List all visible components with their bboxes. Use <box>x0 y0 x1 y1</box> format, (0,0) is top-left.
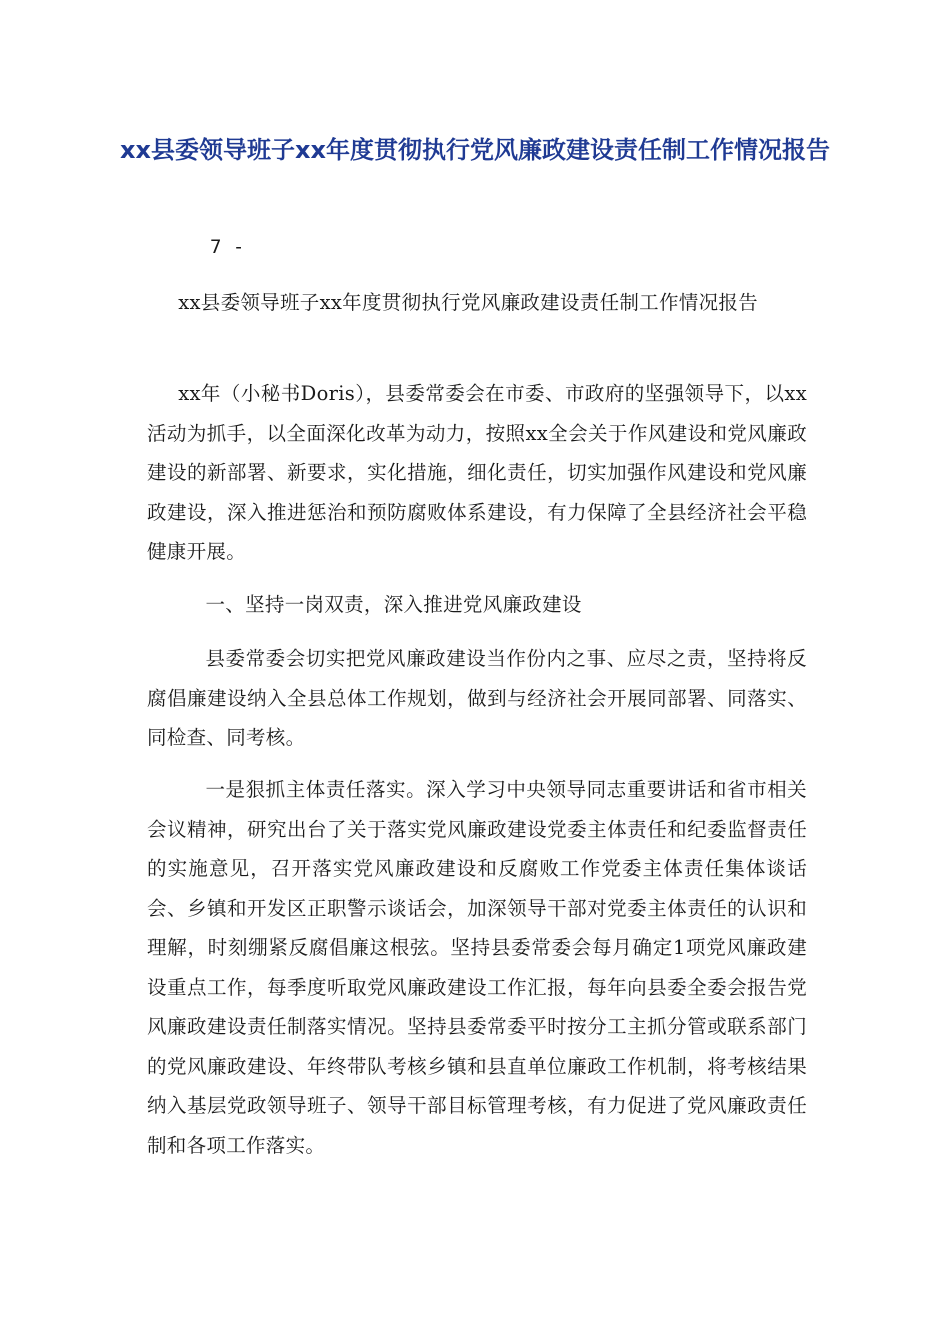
section-heading-1: 一、坚持一岗双责，深入推进党风廉政建设 <box>205 593 582 616</box>
paragraph-repeated-title: xx县委领导班子xx年度贯彻执行党风廉政建设责任制工作情况报告 <box>178 291 758 314</box>
document-title: xx县委领导班子xx年度贯彻执行党风廉政建设责任制工作情况报告 <box>120 136 830 164</box>
paragraph-section-1: 县委常委会切实把党风廉政建设当作份内之事、应尽之责，坚持将反腐倡廉建设纳入全县总体工作规划，做到与经济社会开展同部署、同落实、同检查、同考核。 <box>147 647 807 749</box>
paragraph-intro: xx年（小秘书Doris），县委常委会在市委、市政府的坚强领导下，以xx活动为抓手，以全面深化改革为动力，按照xx全会关于作风建设和党风廉政建设的新部署、新要求，实化措施，细化责任，切实加强作风建设和党风廉政建设，深入推进惩治和预防腐败体系建设，有力保障了全县经济社会平稳健康开展。 <box>147 382 807 563</box>
page-marker: 7 - <box>210 236 245 258</box>
paragraph-responsibility: 一是狠抓主体责任落实。深入学习中央领导同志重要讲话和省市相关会议精神，研究出台了关于落实党风廉政建设党委主体责任和纪委监督责任的实施意见，召开落实党风廉政建设和反腐败工作党委主体责任集体谈话会、乡镇和开发区正职警示谈话会，加深领导干部对党委主体责任的认识和理解，时刻绷紧反腐倡廉这根弦。坚持县委常委会每月确定1项党风廉政建设重点工作，每季度听取党风廉政建设工作汇报，每年向县委全委会报告党风廉政建设责任制落实情况。坚持县委常委平时按分工主抓分管或联系部门的党风廉政建设、年终带队考核乡镇和县直单位廉政工作机制，将考核结果纳入基层党政领导班子、领导干部目标管理考核，有力促进了党风廉政责任制和各项工作落实。 <box>147 778 807 1157</box>
